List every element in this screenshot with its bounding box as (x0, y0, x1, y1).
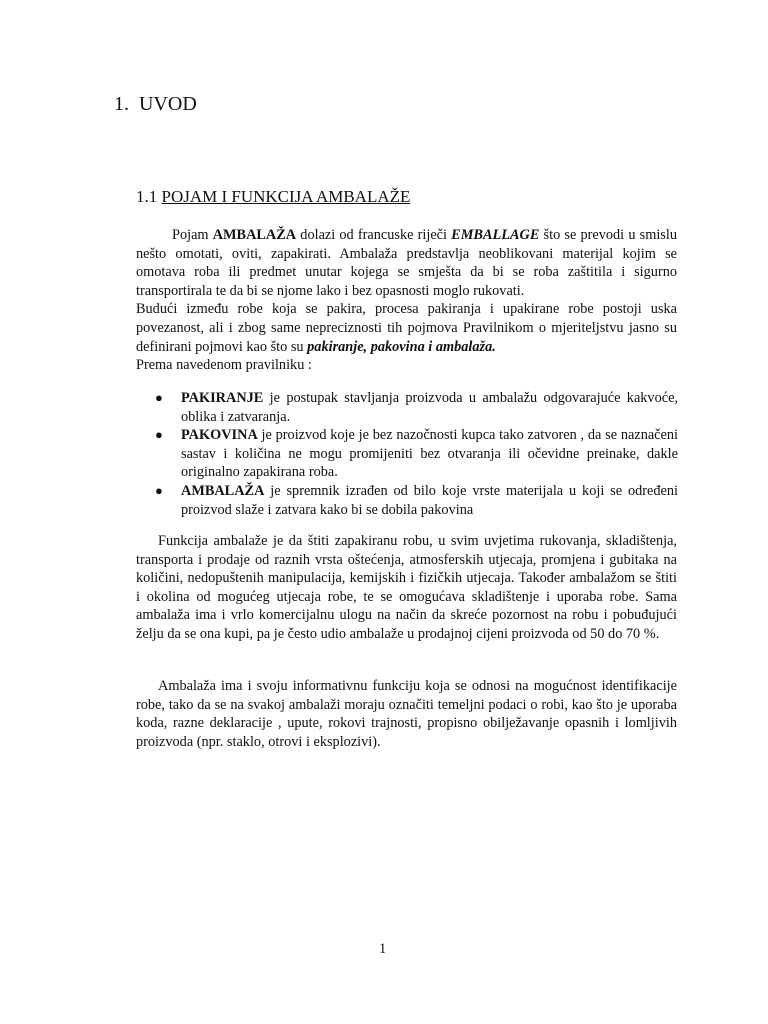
intro-paragraphs (136, 226, 677, 375)
informative-paragraph: Ambalaža ima i svoju informativnu funkciju koja se odnosi na mogućnost identifikacije robe, tako da se na svakoj ambalaži moraju označiti temeljni podaci o robi, kao što je uporaba koda, razne deklaracije , upute, rokovi trajnosti, propisno obilježavanje opasnih i lomljivih proizvoda (npr. staklo, otrovi i eksplozivi). (136, 678, 677, 750)
bullet-icon: ● (155, 390, 163, 405)
chapter-title: UVOD (139, 93, 197, 115)
definitions-list (154, 389, 678, 519)
list-item: ● AMBALAŽA je spremnik izrađen od bilo koje vrste materijala u koji se određeni proizvod slaže i zatvara kako bi se dobila pakovina (155, 482, 678, 518)
term-emballage: EMBALLAGE (451, 227, 540, 243)
section-title: POJAM I FUNKCIJA AMBALAŽE (161, 187, 411, 206)
page-number: 1 (379, 941, 387, 957)
section-number: 1.1 (136, 187, 158, 206)
function-paragraph: Funkcija ambalaže je da štiti zapakiranu robu, u svim uvjetima rukovanja, skladištenja, transporta i prodaje od raznih vrsta oštećenja, atmosferskih utjecaja, promjena i gubitaka na količini, nedopuštenih manipulacija, kemijskih i fizičkih utjecaja. Također ambalažom se štiti i okolina od mogućeg utjecaja robe, te se omogućava skladištenje i uporaba robe. Sama ambalaža ima i vrlo komercijalnu ulogu na način da skreće pozornost na robu i pobuđujući želju da se ona kupi, pa je često udio ambalaže u prodajnoj cijeni proizvoda od 50 do 70 %. (136, 533, 677, 642)
bullet-icon: ● (155, 427, 163, 443)
list-item: ● PAKIRANJE je postupak stavljanja proizvoda u ambalažu odgovarajuće kakvoće, oblika i zatvaranja. (155, 390, 678, 425)
list-item: ● PAKOVINA je proizvod koje je bez nazočnosti kupca tako zatvoren , da se naznačeni sastav i količina ne mogu promijeniti bez otvaranja ili očevidne preinake, dakle originalno zapakirana roba. (155, 427, 678, 481)
bullet-icon: ● (155, 482, 163, 498)
defined-terms: pakiranje, pakovina i ambalaža. (307, 338, 496, 355)
para2-text: Budući između robe koja se pakira, procesa pakiranja i upakirane robe postoji uska povezanost, ali i zbog same nepreciznosti tih pojmova Pravilnikom o mjeriteljstvu jasno su definirani pojmovi kao što su pakiranje, pakovina i ambalaža. (136, 301, 677, 355)
section-heading (136, 187, 410, 207)
chapter-number: 1. (114, 93, 129, 115)
chapter-heading (114, 93, 197, 116)
term-ambalaza: AMBALAŽA (212, 227, 297, 243)
para3-text: Prema navedenom pravilniku : (136, 357, 312, 374)
para1-text: Pojam AMBALAŽA dolazi od francuske riječi EMBALLAGE što se prevodi u smislu nešto omotati, oviti, zapakirati. Ambalaža predstavlja neoblikovani materijal kojim se omotava roba ili predmet unutar kojega se smješta da bi se roba zaštitila i sigurno transportirala te da bi se njome lako i bez opasnosti moglo rukovati. (136, 227, 677, 299)
